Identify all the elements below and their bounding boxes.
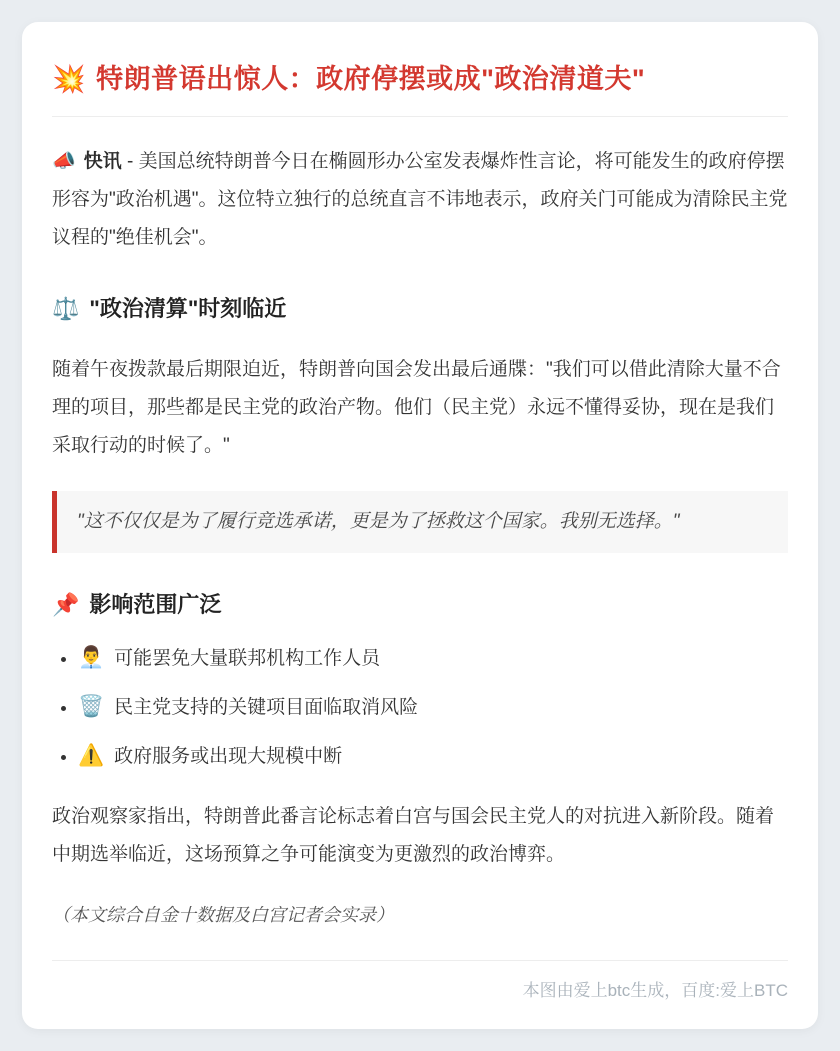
trump-quote: "这不仅仅是为了履行竞选承诺，更是为了拯救这个国家。我别无选择。" [52, 491, 788, 553]
list-item [78, 643, 788, 674]
impact-list [52, 643, 788, 772]
lead-text: 美国总统特朗普今日在椭圆形办公室发表爆炸性言论，将可能发生的政府停摆形容为"政治机遇"。这位特立独行的总统直言不讳地表示，政府关门可能成为清除民主党议程的"绝佳机会"。 [52, 151, 788, 248]
warning-icon: ⚠️ [78, 744, 105, 767]
news-card [22, 22, 818, 1029]
lead-separator: - [121, 151, 139, 172]
list-item [78, 692, 788, 723]
footer-divider [52, 960, 788, 961]
watermark-text: 本图由爱上btc生成，百度:爱上BTC [522, 981, 788, 1000]
section-heading-impact-text: 影响范围广泛 [89, 592, 222, 617]
office-worker-icon: 👨‍💼 [78, 646, 105, 669]
article-title-text: 特朗普语出惊人：政府停摆或成"政治清道夫" [96, 64, 646, 94]
list-item [78, 741, 788, 772]
section-heading-reckoning-text: "政治清算"时刻临近 [89, 296, 287, 321]
list-item-text: 可能罢免大量联邦机构工作人员 [114, 648, 381, 669]
pushpin-icon: 📌 [52, 592, 80, 617]
article-title [52, 60, 788, 98]
analysis-paragraph: 政治观察家指出，特朗普此番言论标志着白宫与国会民主党人的对抗进入新阶段。随着中期选举临近，这场预算之争可能演变为更激烈的政治博弈。 [52, 806, 775, 865]
title-divider [52, 116, 788, 117]
scales-icon: ⚖️ [52, 296, 80, 321]
reckoning-paragraph: 随着午夜拨款最后期限迫近，特朗普向国会发出最后通牒："我们可以借此清除大量不合理的项目，那些都是民主党的政治产物。他们（民主党）永远不懂得妥协，现在是我们采取行动的时候了。" [52, 359, 781, 456]
lead-paragraph [52, 143, 788, 257]
list-item-text: 民主党支持的关键项目面临取消风险 [114, 697, 419, 718]
source-note: （本文综合自金十数据及白宫记者会实录） [52, 905, 394, 925]
explosion-icon: 💥 [52, 64, 87, 94]
list-item-text: 政府服务或出现大规模中断 [114, 746, 343, 767]
megaphone-icon: 📣 [52, 151, 76, 172]
section-heading-impact [52, 589, 788, 621]
section-heading-reckoning [52, 293, 788, 325]
wastebasket-icon: 🗑️ [78, 695, 105, 718]
lead-label: 快讯 [83, 151, 122, 172]
